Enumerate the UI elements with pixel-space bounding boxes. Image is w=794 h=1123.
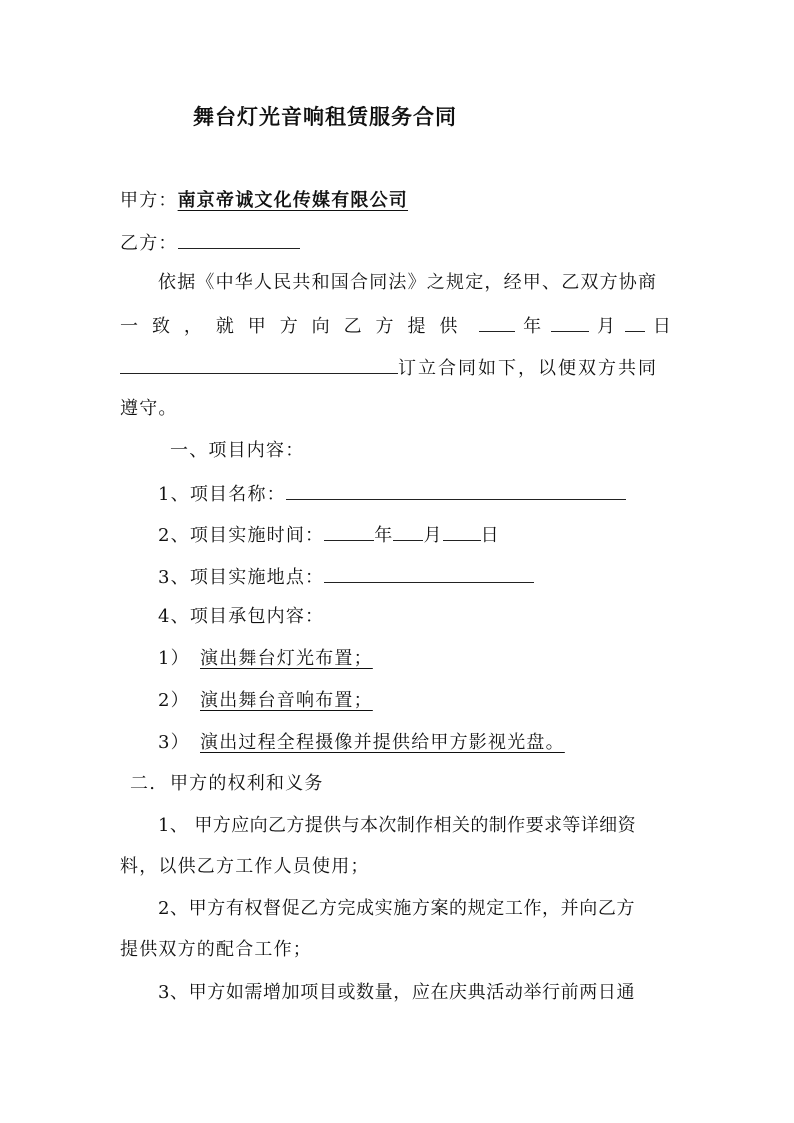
preamble-line-2: [120, 313, 672, 339]
item-project-time: [158, 522, 500, 548]
sub-text: 演出过程全程摄像并提供给甲方影视光盘。: [200, 732, 565, 753]
party-b-line: [120, 230, 300, 256]
service-blank[interactable]: [120, 355, 398, 374]
year-label: 年: [523, 316, 544, 337]
party-a-name: 南京帝诚文化传媒有限公司: [177, 190, 409, 211]
time-year-blank[interactable]: [324, 522, 374, 541]
item-label: 2、项目实施时间：: [158, 525, 325, 546]
sub-num: 2）: [158, 690, 190, 711]
section1-heading: 一、项目内容：: [170, 440, 305, 461]
month-label: 月: [596, 316, 618, 337]
section2-heading: 二. 甲方的权利和义务: [130, 773, 324, 794]
item-label: 3、项目实施地点：: [158, 567, 325, 588]
item-project-name: [158, 481, 626, 507]
section2-p2-line2: 提供双方的配合工作；: [120, 939, 312, 960]
year-blank[interactable]: [479, 313, 515, 332]
month-blank[interactable]: [551, 313, 589, 332]
party-b-blank[interactable]: [178, 230, 300, 249]
section2-p1-line1: 1、 甲方应向乙方提供与本次制作相关的制作要求等详细资: [158, 815, 636, 836]
sub-item-3: [158, 731, 565, 755]
item-project-location: [158, 564, 534, 590]
section2-p3-line1: 3、甲方如需增加项目或数量，应在庆典活动举行前两日通: [158, 982, 636, 1003]
sub-num: 3）: [158, 732, 190, 753]
sub-item-1: [158, 647, 373, 671]
time-day-blank[interactable]: [443, 522, 481, 541]
item-label: 1、项目名称：: [158, 484, 286, 505]
sub-text: 演出舞台音响布置；: [200, 690, 373, 711]
party-b-label: 乙方：: [120, 233, 178, 254]
sub-num: 1）: [158, 648, 190, 669]
preamble-line-3: [120, 355, 658, 381]
section2-p1-line2: 料，以供乙方工作人员使用；: [120, 856, 370, 877]
item-project-scope: 4、项目承包内容：: [158, 606, 325, 627]
party-a-label: 甲方：: [120, 190, 178, 211]
preamble-line-1: 依据《中华人民共和国合同法》之规定，经甲、乙双方协商: [158, 272, 658, 293]
preamble-line-4: 遵守。: [120, 398, 178, 419]
location-blank[interactable]: [324, 564, 534, 583]
day-label: 日: [652, 316, 673, 337]
party-a-line: [120, 189, 408, 213]
preamble-text-3: 订立合同如下，以便双方共同: [398, 358, 658, 379]
day-blank[interactable]: [625, 313, 645, 332]
sub-item-2: [158, 689, 373, 713]
year-label: 年: [374, 525, 394, 546]
sub-text: 演出舞台灯光布置；: [200, 648, 373, 669]
document-title: 舞台灯光音响租赁服务合同: [193, 104, 457, 129]
month-label: 月: [423, 525, 443, 546]
project-name-blank[interactable]: [286, 481, 626, 500]
time-month-blank[interactable]: [393, 522, 423, 541]
section2-p2-line1: 2、甲方有权督促乙方完成实施方案的规定工作，并向乙方: [158, 898, 636, 919]
preamble-text: 一致，就甲方向乙方提供: [120, 316, 472, 337]
day-label: 日: [480, 525, 500, 546]
